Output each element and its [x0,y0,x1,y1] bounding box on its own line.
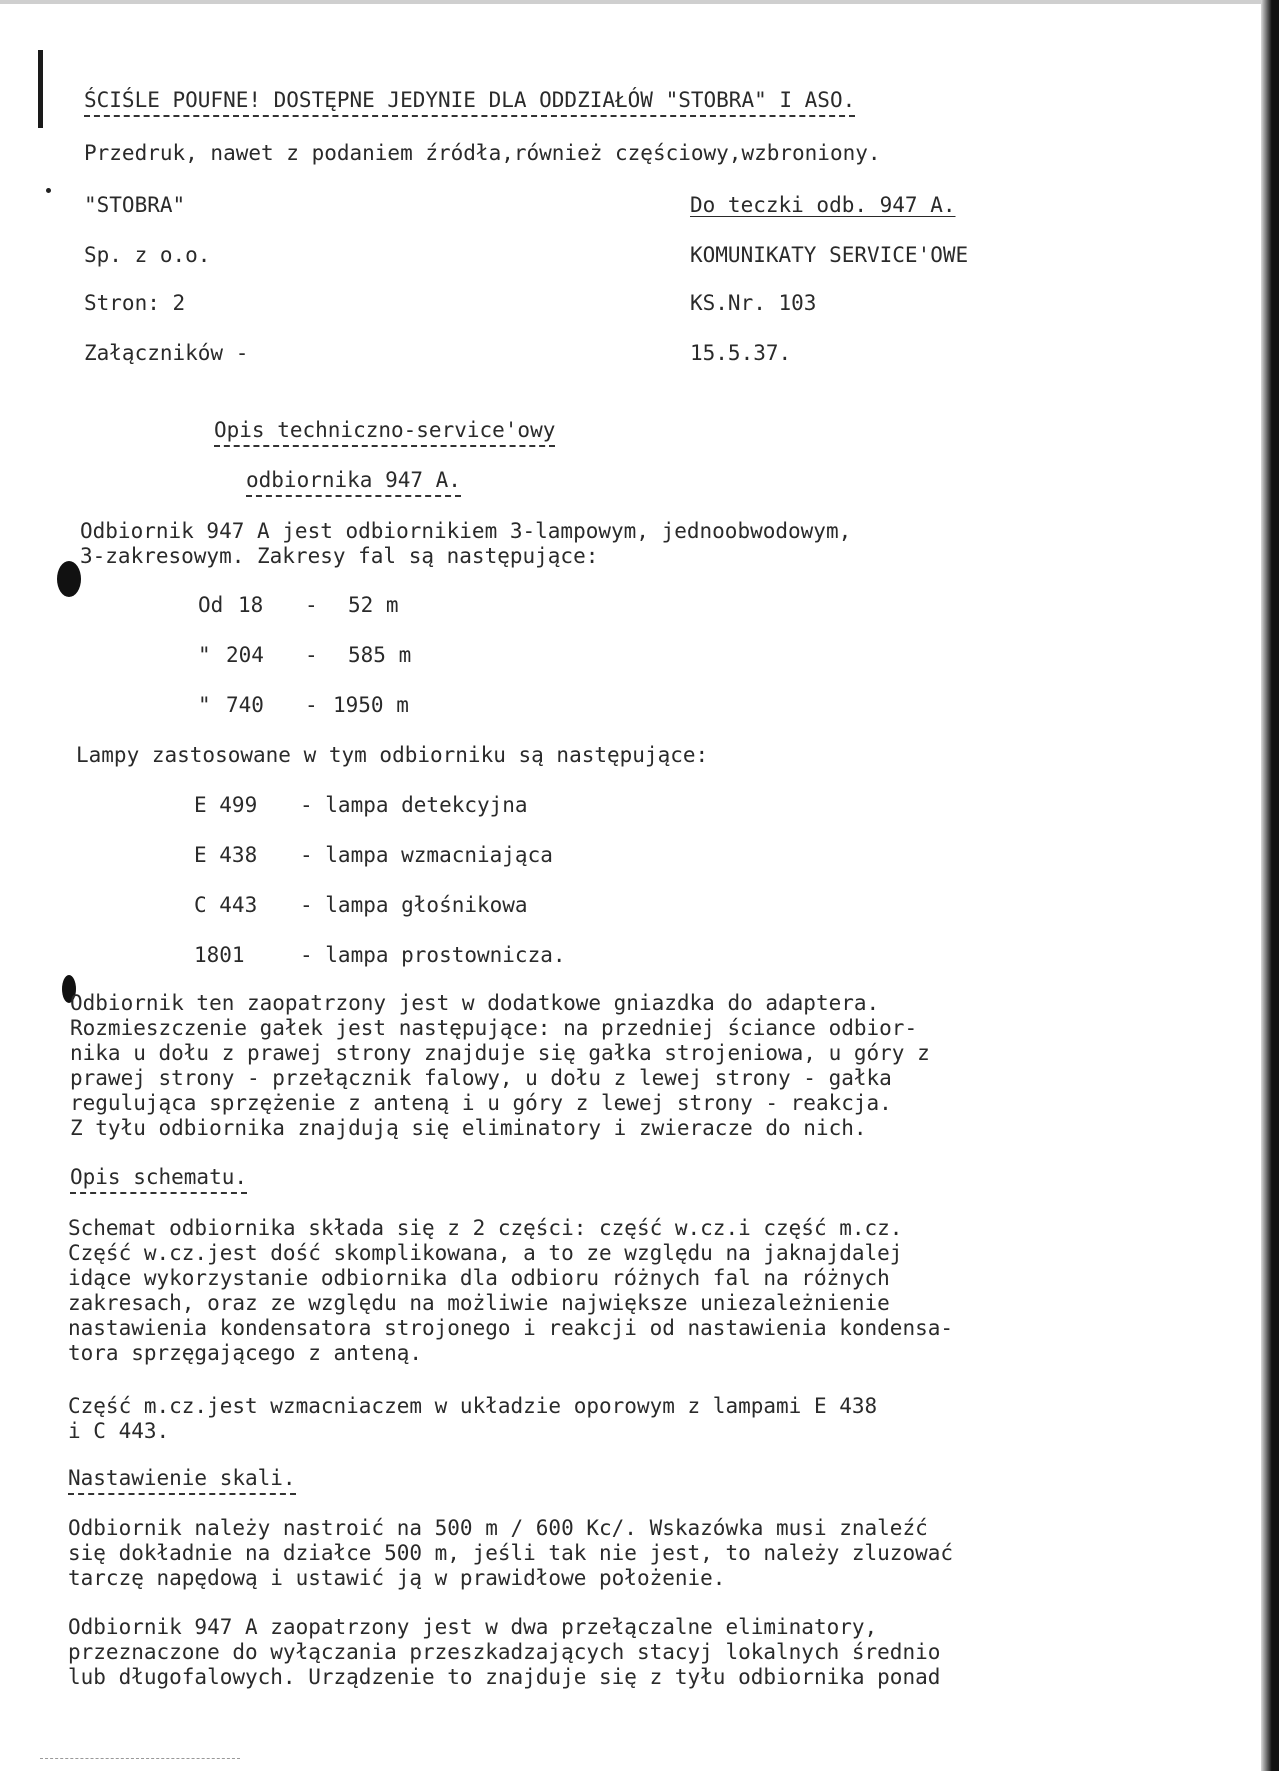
ink-dot [46,188,51,193]
folder-reference: Do teczki odb. 947 A. [690,193,956,217]
range-to: 585 m [348,643,412,667]
confidential-notice: ŚCIŚLE POUFNE! DOSTĘPNE JEDYNIE DLA ODDZIAŁÓW "STOBRA" I ASO. [84,88,855,117]
section-heading-schema: Opis schematu. [70,1165,247,1194]
margin-mark [38,50,43,128]
schema-paragraph-2: Część m.cz.jest wzmacniaczem w układzie oporowym z lampami E 438 i C 443. [68,1394,878,1443]
scale-paragraph-2: Odbiornik 947 A zaopatrzony jest w dwa przełączalne eliminatory, przeznaczone do wyłączania przeszkadzających stacyj lokalnych średnio lub długofalowych. Urządzenie to znajduje się z tyłu odbiornika ponad [68,1615,941,1689]
company-name: "STOBRA" [84,193,186,217]
knobs-paragraph: Odbiornik ten zaopatrzony jest w dodatkowe gniazdka do adaptera. Rozmieszczenie gałek jest następujące: na przedniej ściance odbior- nika u dołu z prawej strony znajduje się gałka strojeniowa, u góry z prawej strony - przełącznik falowy, u dołu z lewej strony - gałka regulująca sprzężenie z anteną i u góry z lewej strony - reakcja. Z tyłu odbiornika znajdują się eliminatory i zwieracze do nich. [70,991,930,1140]
title-line-2: odbiornika 947 A. [246,468,461,497]
document-category: KOMUNIKATY SERVICE'OWE [690,243,969,267]
lamp-description: - lampa detekcyjna [300,793,528,817]
pages-count: Stron: 2 [84,291,186,315]
scan-edge-right [1261,0,1279,1771]
lamp-code: E 438 [194,843,258,867]
company-type: Sp. z o.o. [84,243,211,267]
lamp-code: E 499 [194,793,258,817]
attachments-count: Załączników - [84,341,249,365]
lamp-description: - lampa prostownicza. [300,943,566,967]
schema-paragraph-1: Schemat odbiornika składa się z 2 części: część w.cz.i część m.cz. Część w.cz.jest dość skomplikowana, a to ze względu na jaknajdalej idące wykorzystanie odbiornika dla odbioru różnych fal na różnych zakresach, oraz ze względu na możliwie największe uniezależnienie nastawienia kondensatora strojonego i reakcji od nastawienia kondensa- tora sprzęgającego z anteną. [68,1216,954,1365]
range-from: 204 [226,643,264,667]
scan-bottom-rule [40,1758,240,1759]
document-date: 15.5.37. [690,341,792,365]
lamp-code: 1801 [194,943,245,967]
range-prefix: " [198,693,211,717]
range-to: 52 m [348,593,399,617]
document-number: KS.Nr. 103 [690,291,817,315]
lamp-description: - lampa głośnikowa [300,893,528,917]
lamp-code: C 443 [194,893,258,917]
scan-edge-top [0,0,1279,4]
scale-paragraph-1: Odbiornik należy nastroić na 500 m / 600 Kc/. Wskazówka musi znaleźć się dokładnie na działce 500 m, jeśli tak nie jest, to należy zluzować tarczę napędową i ustawić ją w prawidłowe położenie. [68,1516,954,1590]
lamps-intro: Lampy zastosowane w tym odbiorniku są następujące: [76,743,709,767]
intro-paragraph: Odbiornik 947 A jest odbiornikiem 3-lampowym, jednoobwodowym, 3-zakresowym. Zakresy fal są następujące: [80,519,852,568]
range-dash: - [305,643,318,667]
title-line-1: Opis techniczno-service'owy [214,418,555,447]
range-prefix: " [198,643,211,667]
range-dash: - [305,593,318,617]
range-prefix: Od [198,593,224,617]
range-from: 18 [238,593,264,617]
range-dash: - [305,693,318,717]
range-to: 1950 m [333,693,409,717]
punch-hole-mark [57,561,81,597]
section-heading-scale: Nastawienie skali. [68,1466,296,1495]
reprint-notice: Przedruk, nawet z podaniem źródła,również częściowy,wzbroniony. [84,141,881,165]
range-from: 740 [226,693,264,717]
lamp-description: - lampa wzmacniająca [300,843,553,867]
